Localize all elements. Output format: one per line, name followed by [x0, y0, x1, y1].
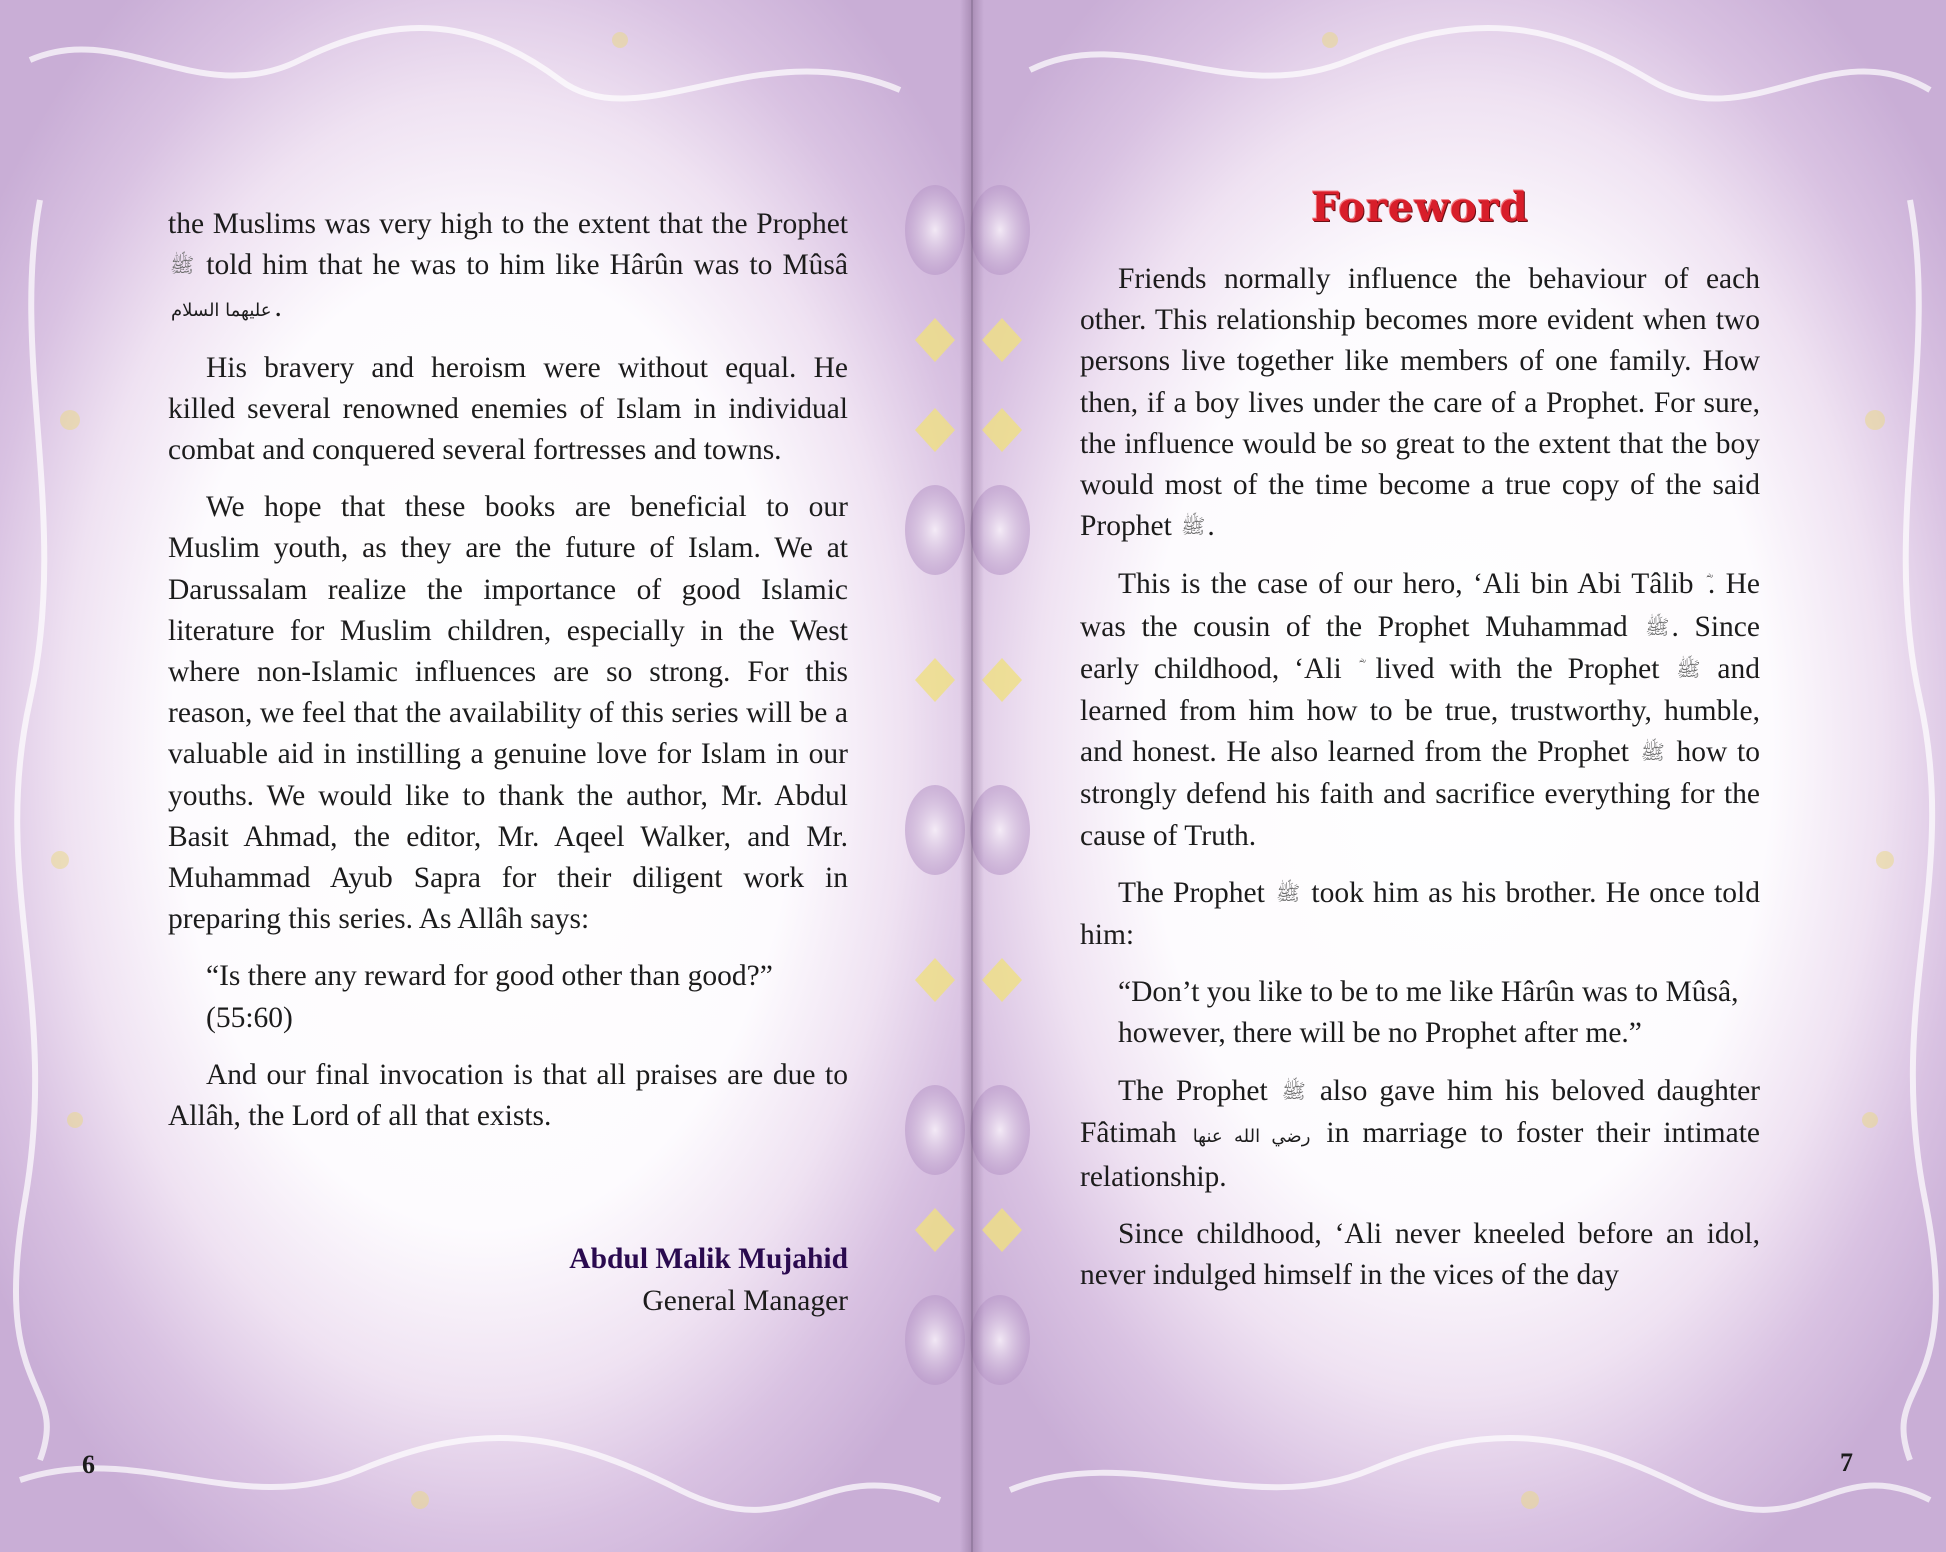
- text-run: “Don’t you like to be to me like Hârûn was to Mûsâ, however, there will be no Prophet after me.”: [1118, 976, 1739, 1050]
- text-run: And our final invocation is that all praises are due to Allâh, the Lord of all that exists.: [168, 1058, 848, 1133]
- paragraph-intro-continued: [168, 204, 848, 332]
- paragraph-fatimah: [1080, 1071, 1760, 1199]
- text-run: the Muslims was very high to the extent that the Prophet: [168, 208, 848, 240]
- page-number-left: 6: [82, 1450, 95, 1479]
- text-run: took him as his brother. He once told him:: [1080, 876, 1761, 952]
- signature-title: General Manager: [642, 1285, 848, 1317]
- right-page-body: [1080, 259, 1760, 1313]
- text-run: told him that he was to him like Hârûn was to Mûsâ: [196, 249, 848, 282]
- hadith-quote: [1118, 972, 1760, 1054]
- text-run: The Prophet: [1118, 876, 1275, 909]
- text-run: The Prophet: [1118, 1074, 1280, 1107]
- arabic-honorific: عليهما السلام: [171, 300, 272, 322]
- text-run: We hope that these books are beneficial to our Muslim youth, as they are the future of Islam. We at Darussalam realize the importance of good Islamic literature for Muslim children, especially in the West where non-Islamic influences are so strong. For this reason, we feel that the availability of this series will be a valuable aid in instilling a genuine love for Islam in our youths. We would like to thank the author, Mr. Abdul Basit Ahmad, the editor, Mr. Aqeel Walker, and Mr. Muhammad Ayub Sapra for their diligent work in preparing this series. As Allâh says:: [168, 491, 848, 936]
- text-run: .: [274, 291, 282, 324]
- saw-symbol-icon: ﷺ: [1640, 742, 1665, 765]
- saw-symbol-icon: ﷺ: [1281, 1080, 1306, 1103]
- paragraph-childhood: [1080, 1214, 1760, 1296]
- paragraph-bravery: [168, 348, 848, 472]
- text-run: His bravery and heroism were without equal. He killed several renowned enemies of Islam in individual combat and conquered several fortresses and towns.: [168, 351, 848, 467]
- saw-symbol-icon: ﷺ: [170, 255, 195, 278]
- text-run: how to strongly defend his faith and sacrifice everything for the cause of Truth.: [1080, 736, 1761, 852]
- left-page: [0, 0, 970, 1552]
- text-run: and learned from him how to be true, trustworthy, humble, and honest. He also learned from the Prophet: [1080, 652, 1760, 769]
- quran-quote: [206, 956, 848, 1038]
- text-run: This is the case of our hero, ‘Ali bin Abi Tâlib: [1118, 568, 1704, 601]
- text-run: also gave him his beloved daughter Fâtimah: [1080, 1074, 1760, 1149]
- saw-symbol-icon: ﷺ: [1645, 616, 1670, 639]
- paragraph-hope: [168, 487, 848, 940]
- text-run: in marriage to foster their intimate relationship.: [1080, 1116, 1760, 1194]
- left-page-body: [168, 204, 848, 1153]
- foreword-heading: Foreword: [1311, 184, 1529, 231]
- signature-name: Abdul Malik Mujahid: [569, 1243, 848, 1275]
- text-run: lived with the Prophet: [1360, 652, 1675, 685]
- page-number-right: 7: [1840, 1448, 1853, 1477]
- text-run: Friends normally influence the behaviour of each other. This relationship becomes more evident when two persons live together like members of one family. How then, if a boy lives under the care of a Prophet. For sure, the influence would be so great to the extent that the boy would most of the time become a true copy of the said Prophet: [1080, 263, 1760, 543]
- paragraph-brother: [1080, 873, 1760, 956]
- saw-symbol-icon: ﷺ: [1676, 658, 1701, 681]
- signature-block: [168, 1238, 848, 1322]
- text-run: .: [1207, 510, 1215, 543]
- saw-symbol-icon: ﷺ: [1181, 516, 1206, 539]
- book-spine: [960, 0, 984, 1552]
- text-run: . He was the cousin of the Prophet Muhammad: [1080, 568, 1760, 643]
- saw-symbol-icon: ﷺ: [1276, 882, 1301, 905]
- text-run: . Since early childhood, ‘Ali: [1080, 610, 1760, 685]
- paragraph-final-invocation: [168, 1055, 848, 1137]
- arabic-honorific: رضي الله عنها: [1192, 1125, 1311, 1147]
- paragraph-friends-influence: [1080, 259, 1760, 548]
- text-run: Since childhood, ‘Ali never kneeled before an idol, never indulged himself in the vices of the day: [1080, 1218, 1760, 1292]
- text-run: “Is there any reward for good other than good?” (55:60): [206, 960, 773, 1034]
- paragraph-our-hero: [1080, 564, 1760, 856]
